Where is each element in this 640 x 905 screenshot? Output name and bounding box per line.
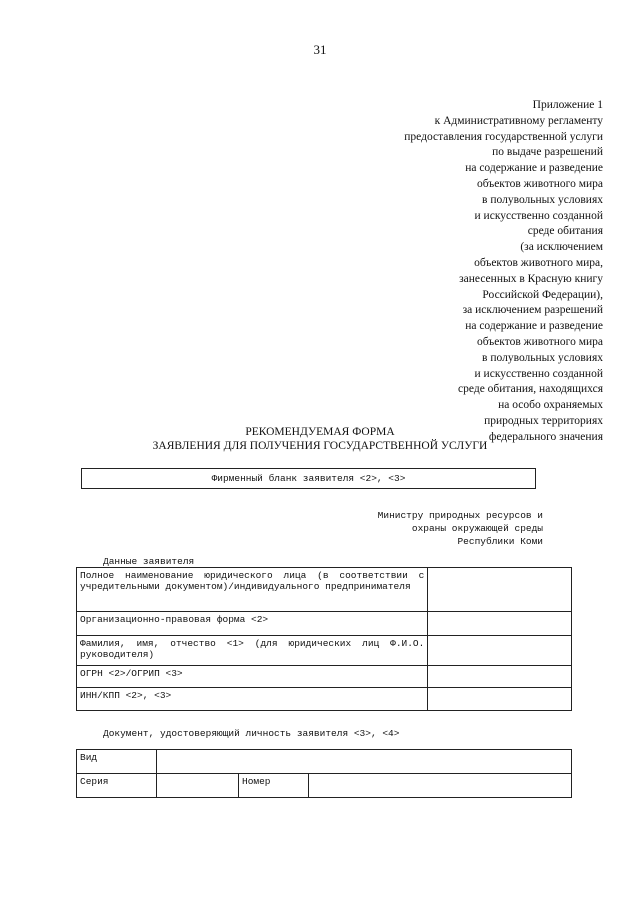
letterhead-box	[81, 468, 536, 489]
document-number-field[interactable]	[309, 774, 572, 798]
form-title-line-2: ЗАЯВЛЕНИЯ ДЛЯ ПОЛУЧЕНИЯ ГОСУДАРСТВЕННОЙ УСЛУГИ	[152, 440, 488, 452]
inn-kpp-label: ИНН/КПП <2>, <3>	[77, 688, 428, 711]
legal-form-label: Организационно-правовая форма <2>	[77, 612, 428, 636]
form-title-line-1: РЕКОМЕНДУЕМАЯ ФОРМА	[245, 426, 395, 438]
legal-name-label: Полное наименование юридического лица (в соответствии с учредительными документом)/индивидуального предпринимателя	[77, 568, 428, 612]
appendix-line: по выдаче разрешений	[492, 146, 603, 159]
appendix-line: природных территориях	[484, 414, 603, 427]
appendix-line: Российской Федерации),	[482, 288, 603, 301]
appendix-header	[353, 98, 603, 446]
appendix-line: занесенных в Красную книгу	[459, 272, 603, 285]
legal-form-field[interactable]	[428, 612, 572, 636]
ogrn-label: ОГРН <2>/ОГРИП <3>	[77, 666, 428, 688]
appendix-line: в полувольных условиях	[482, 351, 603, 364]
full-name-field[interactable]	[428, 636, 572, 666]
recipient-line-3: Республики Коми	[457, 536, 543, 547]
table-row	[77, 688, 572, 711]
table-row	[77, 666, 572, 688]
page-number: 31	[313, 42, 327, 57]
appendix-line: Приложение 1	[532, 99, 603, 111]
applicant-caption: Данные заявителя	[103, 556, 195, 567]
appendix-line: и искусственно созданной	[474, 209, 603, 222]
appendix-line: на содержание и разведение	[465, 320, 603, 333]
appendix-line: федерального значения	[488, 430, 603, 443]
recipient-line-2: охраны окружающей среды	[411, 523, 543, 534]
recipient-line-1: Министру природных ресурсов и	[377, 510, 543, 521]
full-name-label: Фамилия, имя, отчество <1> (для юридических лиц Ф.И.О. руководителя)	[77, 636, 428, 666]
appendix-line: (за исключением	[520, 241, 603, 254]
inn-kpp-field[interactable]	[428, 688, 572, 711]
document-number-label: Номер	[239, 774, 309, 798]
appendix-line: и искусственно созданной	[474, 367, 603, 380]
table-row	[77, 568, 572, 612]
table-row	[77, 774, 572, 798]
appendix-line: на особо охраняемых	[498, 399, 603, 412]
table-row	[77, 612, 572, 636]
document-series-field[interactable]	[157, 774, 239, 798]
document-series-label: Серия	[77, 774, 157, 798]
appendix-line: предоставления государственной услуги	[404, 130, 603, 143]
appendix-line: среде обитания, находящихся	[458, 383, 603, 396]
appendix-line: к Административному регламенту	[434, 114, 603, 127]
document-type-field[interactable]	[157, 750, 572, 774]
letterhead-label: Фирменный бланк заявителя <2>, <3>	[211, 473, 406, 484]
document-type-label: Вид	[77, 750, 157, 774]
recipient-block	[378, 509, 543, 548]
appendix-line: объектов животного мира,	[474, 256, 603, 269]
appendix-line: в полувольных условиях	[482, 193, 603, 206]
identity-document-caption: Документ, удостоверяющий личность заявителя <3>, <4>	[103, 728, 400, 739]
table-row	[77, 750, 572, 774]
ogrn-field[interactable]	[428, 666, 572, 688]
table-row	[77, 636, 572, 666]
applicant-data-table	[76, 567, 572, 711]
identity-document-table	[76, 749, 572, 798]
appendix-line: среде обитания	[527, 225, 603, 238]
appendix-line: на содержание и разведение	[465, 162, 603, 175]
appendix-line: объектов животного мира	[476, 335, 603, 348]
appendix-line: за исключением разрешений	[462, 304, 603, 317]
appendix-line: объектов животного мира	[476, 177, 603, 190]
form-title	[0, 425, 640, 453]
legal-name-field[interactable]	[428, 568, 572, 612]
